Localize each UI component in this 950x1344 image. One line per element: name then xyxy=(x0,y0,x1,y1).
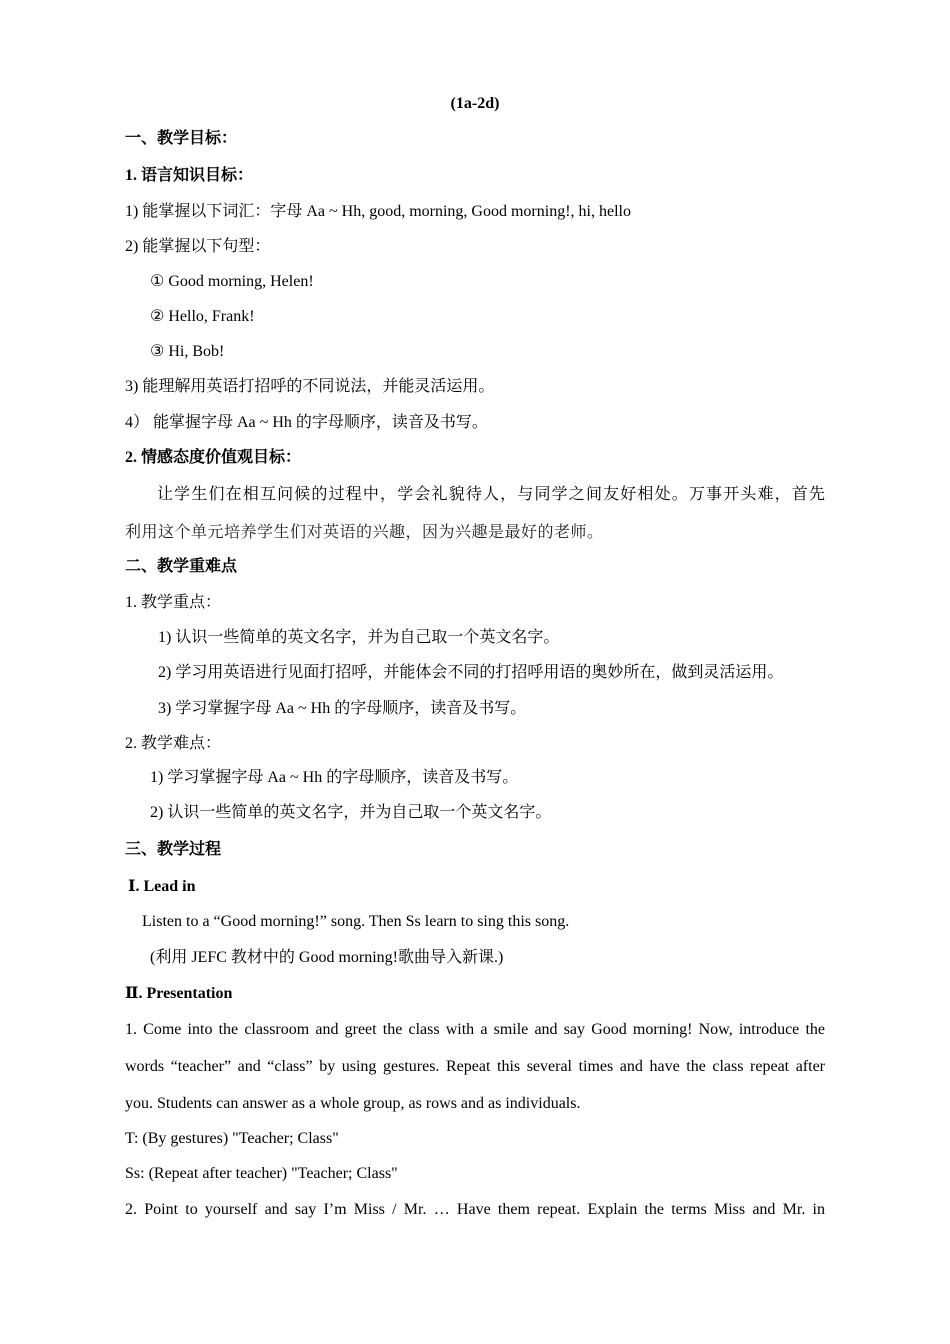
key-point-2: 2) 学习用英语进行见面打招呼，并能体会不同的打招呼用语的奥妙所在，做到灵活运用。 xyxy=(158,664,784,681)
objective-sentence-patterns: 2) 能掌握以下句型： xyxy=(125,238,271,255)
objective-letters: 4） 能掌握字母 Aa ~ Hh 的字母顺序，读音及书写。 xyxy=(125,414,488,431)
emotional-goal-paragraph-line-1: 让学生们在相互问候的过程中，学会礼貌待人，与同学之间友好相处。万事开头难，首先 xyxy=(157,486,825,503)
students-dialogue: Ss: (Repeat after teacher) "Teacher; Class" xyxy=(125,1165,398,1182)
difficult-point-1: 1) 学习掌握字母 Aa ~ Hh 的字母顺序，读音及书写。 xyxy=(150,769,519,786)
difficult-point-2: 2) 认识一些简单的英文名字，并为自己取一个英文名字。 xyxy=(150,804,552,821)
step-heading-presentation: Ⅱ. Presentation xyxy=(125,985,233,1002)
key-point-1: 1) 认识一些简单的英文名字，并为自己取一个英文名字。 xyxy=(158,629,560,646)
example-sentence-1: ① Good morning, Helen! xyxy=(150,273,314,290)
section-heading-key-points: 二、教学重难点 xyxy=(125,558,238,575)
example-sentence-2: ② Hello, Frank! xyxy=(150,308,255,325)
subheading-emotional-attitude: 2. 情感态度价值观目标： xyxy=(125,449,302,466)
difficult-points-label: 2. 教学难点： xyxy=(125,735,222,752)
subheading-language-knowledge: 1. 语言知识目标： xyxy=(125,167,254,184)
presentation-step-1-line-1: 1. Come into the classroom and greet the class with a smile and say Good morning! Now, introduce the xyxy=(125,1021,825,1038)
emotional-goal-paragraph-line-2: 利用这个单元培养学生们对英语的兴趣，因为兴趣是最好的老师。 xyxy=(125,524,604,541)
presentation-step-2-line-1: 2. Point to yourself and say I’m Miss / Mr. … Have them repeat. Explain the terms Miss and Mr. in xyxy=(125,1201,825,1218)
document-title: (1a-2d) xyxy=(450,95,500,112)
key-point-3: 3) 学习掌握字母 Aa ~ Hh 的字母顺序，读音及书写。 xyxy=(158,700,527,717)
step-heading-lead-in: Ⅰ. Lead in xyxy=(128,878,196,895)
teacher-dialogue: T: (By gestures) "Teacher; Class" xyxy=(125,1130,339,1147)
example-sentence-3: ③ Hi, Bob! xyxy=(150,343,225,360)
section-heading-teaching-process: 三、教学过程 xyxy=(125,841,222,858)
objective-greetings: 3) 能理解用英语打招呼的不同说法，并能灵活运用。 xyxy=(125,378,495,395)
presentation-step-1-line-3: you. Students can answer as a whole group, as rows and as individuals. xyxy=(125,1095,581,1112)
key-points-label: 1. 教学重点： xyxy=(125,594,222,611)
section-heading-objectives: 一、教学目标： xyxy=(125,130,238,147)
objective-vocabulary: 1) 能掌握以下词汇：字母 Aa ~ Hh, good, morning, Good morning!, hi, hello xyxy=(125,203,631,220)
lead-in-note: (利用 JEFC 教材中的 Good morning!歌曲导入新课.) xyxy=(150,949,504,966)
presentation-step-1-line-2: words “teacher” and “class” by using gestures. Repeat this several times and have the class repeat after xyxy=(125,1058,825,1075)
lead-in-text: Listen to a “Good morning!” song. Then Ss learn to sing this song. xyxy=(142,913,570,930)
